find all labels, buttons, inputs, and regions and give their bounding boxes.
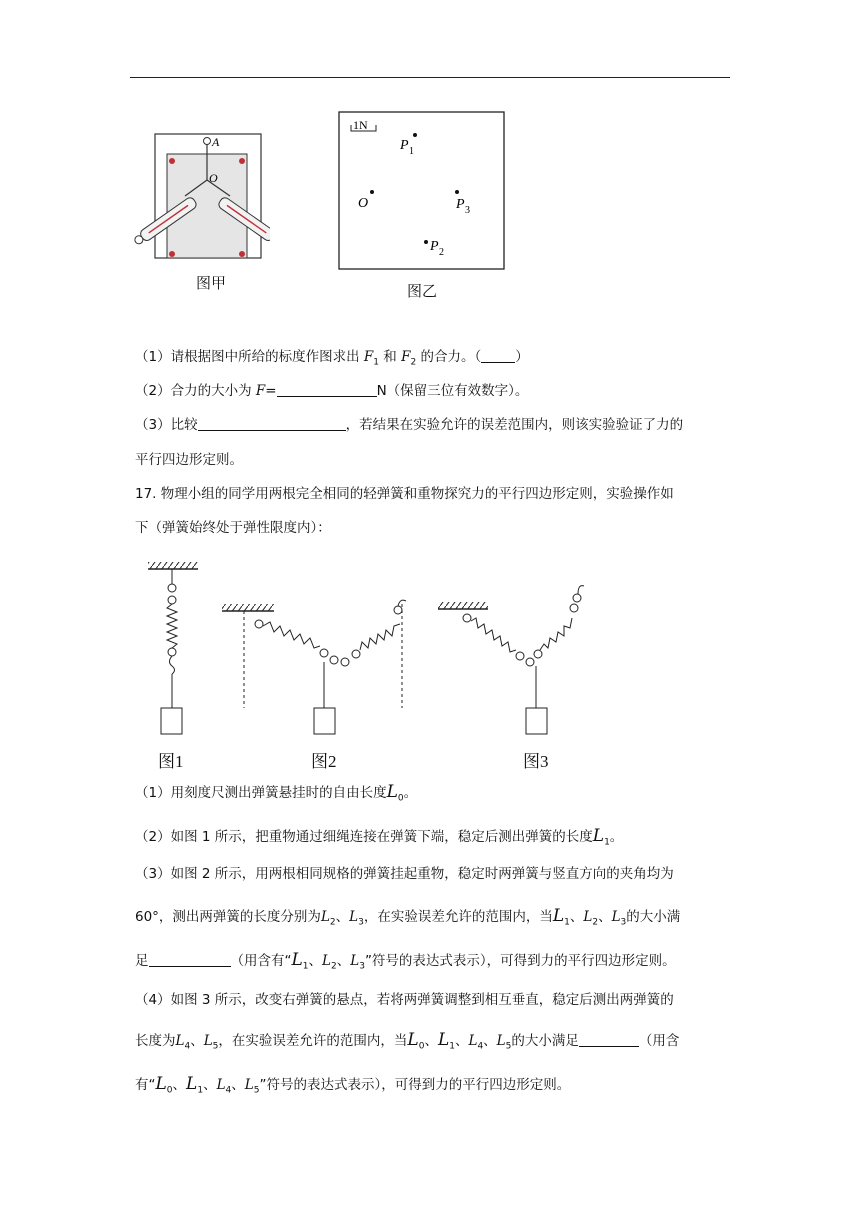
q16-part1: （1）请根据图中所给的标度作图求出 $F_1$ 和 $F_2$ 的合力。（ ） xyxy=(135,349,529,368)
label-P3-sub: 3 xyxy=(465,205,470,216)
figure-jia xyxy=(130,128,270,268)
q17-step4-line2: 长度为$L_4$、$L_5$，在实验误差允许的范围内，当$L_0$、$L_1$、$L_4$、$L_5$的大小满足 （用含 xyxy=(135,1030,680,1052)
label-P2-sub: 2 xyxy=(439,247,444,258)
caption-jia: 图甲 xyxy=(196,274,227,292)
label-P2: P xyxy=(430,239,439,254)
caption-yi: 图乙 xyxy=(407,282,438,300)
q17-intro-line2: 下（弹簧始终处于弹性限度内）： xyxy=(135,520,331,536)
label-O-yi: O xyxy=(358,196,369,211)
q16-part3-line1: （3）比较 ，若结果在实验允许的误差范围内，则该实验验证了力的 xyxy=(135,417,684,433)
caption-fig3: 图3 xyxy=(523,752,549,771)
figure-springs xyxy=(140,558,610,740)
answer-blank[interactable] xyxy=(149,952,231,967)
q17-step3-line1: （3）如图 2 所示，用两根相同规格的弹簧挂起重物，稳定时两弹簧与竖直方向的夹角均为 xyxy=(135,866,674,882)
label-P1: P xyxy=(400,138,409,153)
q17-intro-line1: 17. 物理小组的同学用两根完全相同的轻弹簧和重物探究力的平行四边形定则，实验操作如 xyxy=(135,486,674,502)
q17-step4-line3: 有“$L_0$、$L_1$、$L_4$、$L_5$”符号的表达式表示），可得到力的平行四边形定则。 xyxy=(135,1074,571,1096)
answer-blank[interactable] xyxy=(277,382,377,397)
label-O: O xyxy=(209,171,218,185)
q17-step4-line1: （4）如图 3 所示，改变右弹簧的悬点，若将两弹簧调整到相互垂直，稳定后测出两弹簧的 xyxy=(135,992,674,1008)
scale-label: 1N xyxy=(353,118,368,132)
label-P3: P xyxy=(456,197,465,212)
figure-yi xyxy=(338,111,506,271)
q17-step3-line3: 足 （用含有“$L_1$、$L_2$、$L_3$”符号的表达式表示），可得到力的平行四边形定则。 xyxy=(135,950,676,972)
q16-part3-line2: 平行四边形定则。 xyxy=(135,452,243,468)
answer-blank[interactable] xyxy=(579,1032,639,1047)
label-P1-sub: 1 xyxy=(409,146,414,157)
answer-blank[interactable] xyxy=(198,416,346,431)
q17-step1: （1）用刻度尺测出弹簧悬挂时的自由长度$L_0$。 xyxy=(135,782,418,804)
q17-step3-line2: 60°，测出两弹簧的长度分别为$L_2$、$L_3$，在实验误差允许的范围内，当$L_1$、$L_2$、$L_3$的大小满 xyxy=(135,906,681,928)
q16-part2: （2）合力的大小为 F= N（保留三位有效数字）。 xyxy=(135,383,529,399)
caption-fig1: 图1 xyxy=(158,752,184,771)
label-A: A xyxy=(212,135,220,149)
q17-step2: （2）如图 1 所示，把重物通过细绳连接在弹簧下端，稳定后测出弹簧的长度$L_1$。 xyxy=(135,826,624,848)
caption-fig2: 图2 xyxy=(311,752,337,771)
answer-blank[interactable] xyxy=(481,348,515,363)
top-rule xyxy=(130,77,730,78)
